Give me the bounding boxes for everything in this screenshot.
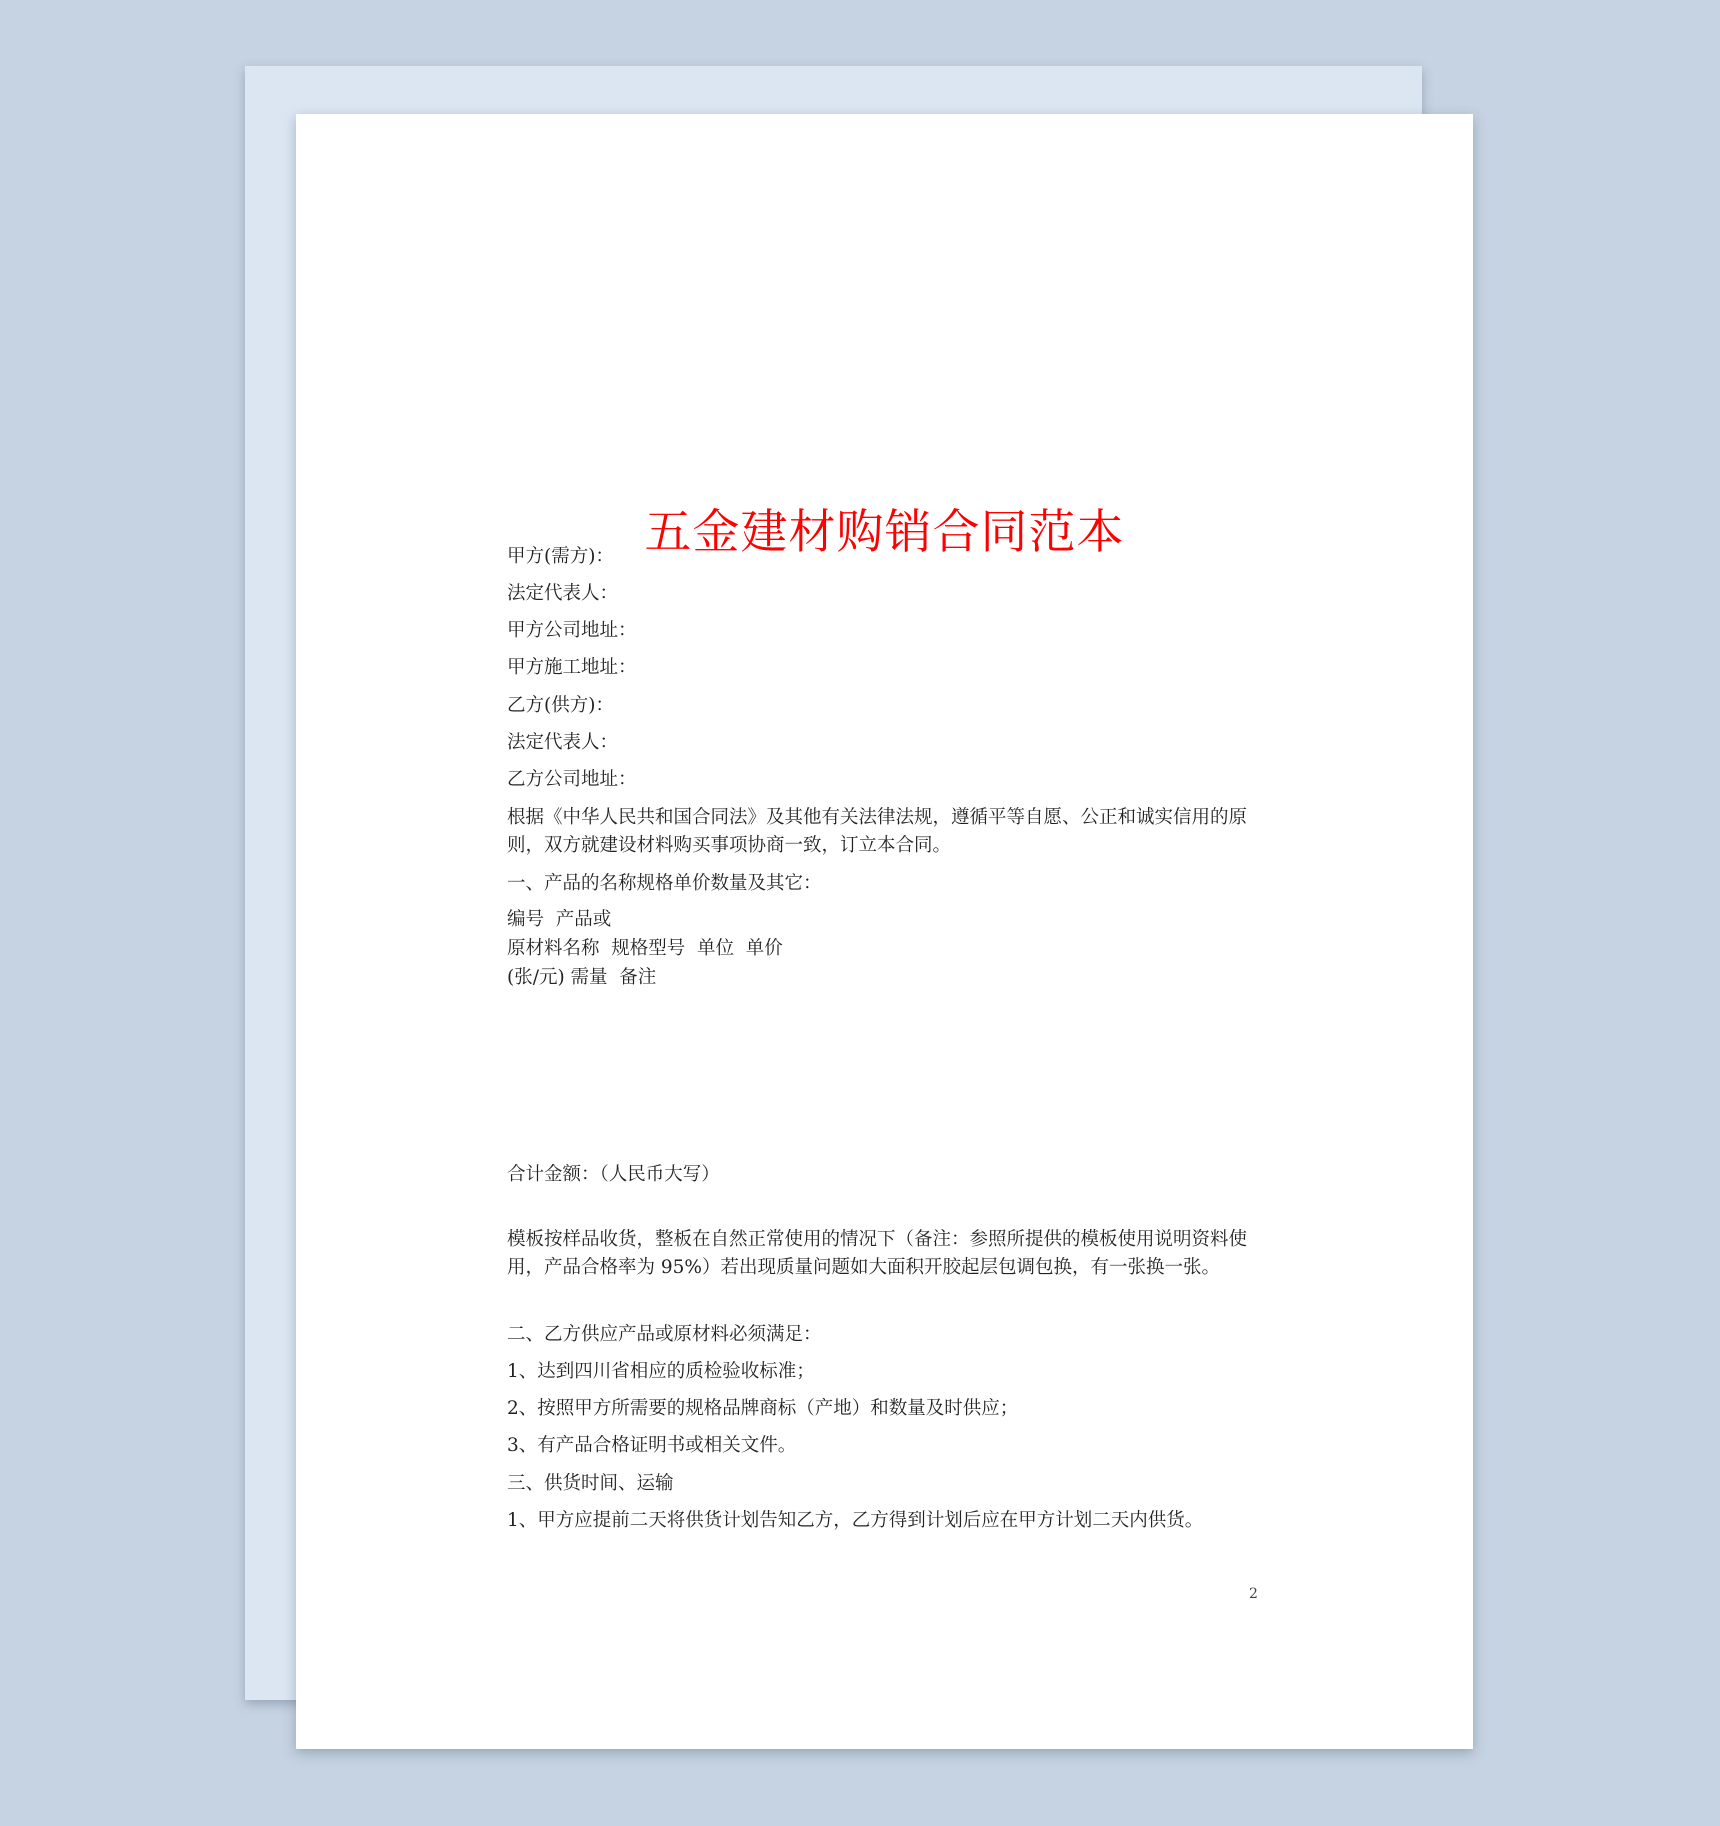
field-party-b: 乙方(供方)： — [507, 695, 614, 716]
page-number: 2 — [1249, 1586, 1258, 1602]
document-page — [296, 114, 1473, 1749]
quality-clause: 模板按样品收货，整板在自然正常使用的情况下（备注：参照所提供的模板使用说明资料使用，产品合格率为 95%）若出现质量问题如大面积开胶起层包调包换，有一张换一张。 — [507, 1229, 1248, 1278]
table-header-line: 编号 产品或 — [507, 909, 612, 930]
field-party-a-address: 甲方公司地址： — [507, 620, 637, 641]
field-legal-rep-b: 法定代表人： — [507, 732, 619, 753]
section-2-item: 2、按照甲方所需要的规格品牌商标（产地）和数量及时供应； — [507, 1398, 1019, 1419]
section-2-item: 1、达到四川省相应的质检验收标准； — [507, 1361, 815, 1382]
document-title: 五金建材购销合同范本 — [644, 505, 1125, 560]
field-party-a: 甲方(需方)： — [507, 546, 614, 567]
section-2-item: 3、有产品合格证明书或相关文件。 — [507, 1435, 797, 1456]
field-legal-rep-a: 法定代表人： — [507, 583, 619, 604]
section-3-item: 1、甲方应提前二天将供货计划告知乙方，乙方得到计划后应在甲方计划二天内供货。 — [507, 1510, 1204, 1531]
preamble-paragraph: 根据《中华人民共和国合同法》及其他有关法律法规，遵循平等自愿、公正和诚实信用的原则，双方就建设材料购买事项协商一致，订立本合同。 — [507, 807, 1248, 856]
field-party-b-address: 乙方公司地址： — [507, 769, 637, 790]
table-header-line: (张/元) 需量 备注 — [507, 967, 657, 988]
field-party-a-site-address: 甲方施工地址： — [507, 657, 637, 678]
table-header-line: 原材料名称 规格型号 单位 单价 — [507, 938, 783, 959]
section-2-heading: 二、乙方供应产品或原材料必须满足： — [507, 1324, 822, 1345]
total-amount: 合计金额：（人民币大写） — [507, 1164, 720, 1185]
section-3-heading: 三、供货时间、运输 — [507, 1473, 674, 1494]
section-1-heading: 一、产品的名称规格单价数量及其它： — [507, 873, 822, 894]
